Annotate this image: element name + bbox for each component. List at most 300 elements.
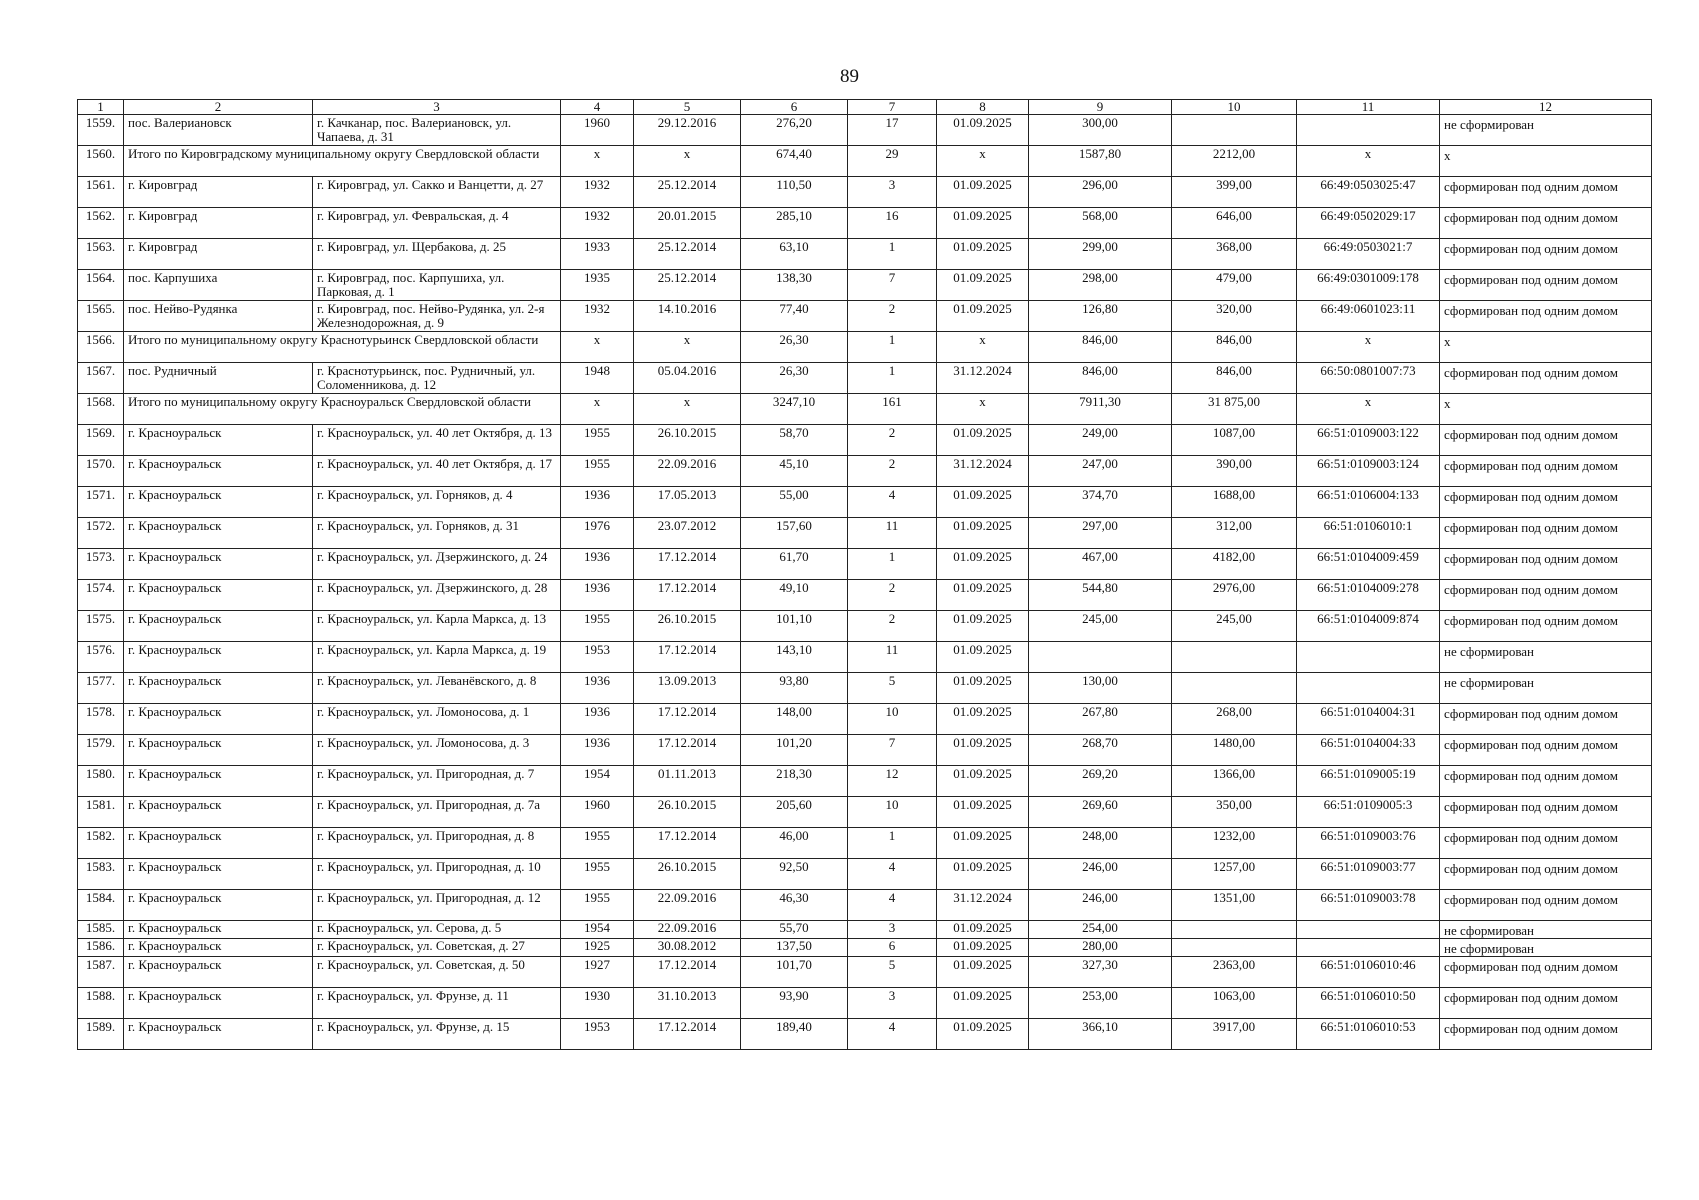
status-cell: не сформирован — [1440, 939, 1652, 957]
locality-cell: г. Красноуральск — [124, 797, 313, 828]
land-area-cell: 3917,00 — [1172, 1019, 1297, 1050]
area-cell: 45,10 — [741, 456, 848, 487]
cadastral-number-cell: 66:51:0104009:278 — [1297, 580, 1440, 611]
cadastral-number-cell: x — [1297, 332, 1440, 363]
table-row — [78, 642, 1652, 673]
value-cell: 467,00 — [1029, 549, 1172, 580]
date-cell: 22.09.2016 — [634, 456, 741, 487]
count-cell: 10 — [848, 704, 937, 735]
count-cell: 1 — [848, 239, 937, 270]
deadline-cell: 01.09.2025 — [937, 766, 1029, 797]
table-row — [78, 735, 1652, 766]
table-row — [78, 518, 1652, 549]
date-cell: 26.10.2015 — [634, 797, 741, 828]
address-cell: г. Красноуральск, ул. Пригородная, д. 8 — [313, 828, 561, 859]
value-cell: 374,70 — [1029, 487, 1172, 518]
row-number-cell: 1575. — [78, 611, 124, 642]
date-cell: 22.09.2016 — [634, 890, 741, 921]
locality-cell: г. Красноуральск — [124, 549, 313, 580]
status-cell: сформирован под одним домом — [1440, 890, 1652, 921]
column-header: 10 — [1172, 100, 1297, 115]
land-area-cell: 312,00 — [1172, 518, 1297, 549]
area-cell: 93,80 — [741, 673, 848, 704]
cadastral-number-cell: 66:51:0109003:76 — [1297, 828, 1440, 859]
area-cell: 55,00 — [741, 487, 848, 518]
land-area-cell: 846,00 — [1172, 363, 1297, 394]
area-cell: 137,50 — [741, 939, 848, 957]
locality-cell: г. Красноуральск — [124, 704, 313, 735]
locality-cell: г. Красноуральск — [124, 580, 313, 611]
value-cell: 297,00 — [1029, 518, 1172, 549]
count-cell: 2 — [848, 456, 937, 487]
year-cell: 1932 — [561, 208, 634, 239]
area-cell: 143,10 — [741, 642, 848, 673]
year-cell: 1936 — [561, 487, 634, 518]
value-cell: 7911,30 — [1029, 394, 1172, 425]
count-cell: 17 — [848, 115, 937, 146]
land-area-cell: 350,00 — [1172, 797, 1297, 828]
area-cell: 26,30 — [741, 332, 848, 363]
date-cell: 17.05.2013 — [634, 487, 741, 518]
value-cell: 253,00 — [1029, 988, 1172, 1019]
address-cell: г. Красноуральск, ул. Леванёвского, д. 8 — [313, 673, 561, 704]
value-cell: 246,00 — [1029, 890, 1172, 921]
row-number-cell: 1578. — [78, 704, 124, 735]
row-number-cell: 1563. — [78, 239, 124, 270]
status-cell: сформирован под одним домом — [1440, 456, 1652, 487]
row-number-cell: 1584. — [78, 890, 124, 921]
deadline-cell: 01.09.2025 — [937, 177, 1029, 208]
date-cell: 25.12.2014 — [634, 177, 741, 208]
total-label-cell: Итого по муниципальному округу Красноуральск Свердловской области — [124, 394, 561, 425]
date-cell: 05.04.2016 — [634, 363, 741, 394]
count-cell: 11 — [848, 518, 937, 549]
cadastral-number-cell: 66:51:0106010:50 — [1297, 988, 1440, 1019]
year-cell: 1955 — [561, 828, 634, 859]
table-row — [78, 828, 1652, 859]
area-cell: 148,00 — [741, 704, 848, 735]
area-cell: 285,10 — [741, 208, 848, 239]
area-cell: 674,40 — [741, 146, 848, 177]
row-number-cell: 1581. — [78, 797, 124, 828]
cadastral-number-cell: 66:51:0109003:78 — [1297, 890, 1440, 921]
deadline-cell: 01.09.2025 — [937, 859, 1029, 890]
column-header: 5 — [634, 100, 741, 115]
land-area-cell: 1480,00 — [1172, 735, 1297, 766]
date-cell: x — [634, 332, 741, 363]
deadline-cell: 01.09.2025 — [937, 988, 1029, 1019]
locality-cell: г. Красноуральск — [124, 988, 313, 1019]
cadastral-number-cell: 66:49:0301009:178 — [1297, 270, 1440, 301]
value-cell: 544,80 — [1029, 580, 1172, 611]
cadastral-number-cell: 66:51:0106004:133 — [1297, 487, 1440, 518]
land-area-cell: 2363,00 — [1172, 957, 1297, 988]
locality-cell: г. Красноуральск — [124, 673, 313, 704]
table-row — [78, 208, 1652, 239]
status-cell: сформирован под одним домом — [1440, 735, 1652, 766]
date-cell: 26.10.2015 — [634, 859, 741, 890]
cadastral-number-cell: 66:51:0104004:31 — [1297, 704, 1440, 735]
table-row — [78, 1019, 1652, 1050]
date-cell: 17.12.2014 — [634, 704, 741, 735]
area-cell: 26,30 — [741, 363, 848, 394]
status-cell: сформирован под одним домом — [1440, 797, 1652, 828]
deadline-cell: 01.09.2025 — [937, 301, 1029, 332]
locality-cell: г. Красноуральск — [124, 456, 313, 487]
count-cell: 7 — [848, 735, 937, 766]
land-area-cell: 2976,00 — [1172, 580, 1297, 611]
locality-cell: г. Красноуральск — [124, 957, 313, 988]
area-cell: 49,10 — [741, 580, 848, 611]
date-cell: 17.12.2014 — [634, 828, 741, 859]
year-cell: 1936 — [561, 580, 634, 611]
locality-cell: пос. Рудничный — [124, 363, 313, 394]
land-area-cell: 646,00 — [1172, 208, 1297, 239]
year-cell: 1925 — [561, 939, 634, 957]
land-area-cell: 320,00 — [1172, 301, 1297, 332]
locality-cell: г. Красноуральск — [124, 735, 313, 766]
table-row — [78, 988, 1652, 1019]
cadastral-number-cell: 66:51:0109005:19 — [1297, 766, 1440, 797]
deadline-cell: x — [937, 146, 1029, 177]
status-cell: сформирован под одним домом — [1440, 828, 1652, 859]
count-cell: 1 — [848, 549, 937, 580]
land-area-cell — [1172, 642, 1297, 673]
year-cell: 1954 — [561, 921, 634, 939]
value-cell: 249,00 — [1029, 425, 1172, 456]
date-cell: 13.09.2013 — [634, 673, 741, 704]
cadastral-number-cell — [1297, 115, 1440, 146]
table-row — [78, 456, 1652, 487]
row-number-cell: 1579. — [78, 735, 124, 766]
land-area-cell: 1232,00 — [1172, 828, 1297, 859]
table-row — [78, 487, 1652, 518]
value-cell: 280,00 — [1029, 939, 1172, 957]
address-cell: г. Красноуральск, ул. Серова, д. 5 — [313, 921, 561, 939]
count-cell: 2 — [848, 425, 937, 456]
land-area-cell: 268,00 — [1172, 704, 1297, 735]
cadastral-number-cell: 66:49:0502029:17 — [1297, 208, 1440, 239]
deadline-cell: 01.09.2025 — [937, 642, 1029, 673]
status-cell: сформирован под одним домом — [1440, 487, 1652, 518]
deadline-cell: 01.09.2025 — [937, 239, 1029, 270]
year-cell: 1955 — [561, 611, 634, 642]
area-cell: 138,30 — [741, 270, 848, 301]
status-cell: сформирован под одним домом — [1440, 611, 1652, 642]
address-cell: г. Красноуральск, ул. Дзержинского, д. 28 — [313, 580, 561, 611]
area-cell: 110,50 — [741, 177, 848, 208]
date-cell: 30.08.2012 — [634, 939, 741, 957]
row-number-cell: 1571. — [78, 487, 124, 518]
status-cell: x — [1440, 146, 1652, 177]
count-cell: 2 — [848, 580, 937, 611]
cadastral-number-cell — [1297, 642, 1440, 673]
address-cell: г. Кировград, пос. Карпушиха, ул. Парковая, д. 1 — [313, 270, 561, 301]
value-cell: 130,00 — [1029, 673, 1172, 704]
deadline-cell: 01.09.2025 — [937, 735, 1029, 766]
count-cell: 4 — [848, 487, 937, 518]
locality-cell: г. Красноуральск — [124, 859, 313, 890]
land-area-cell — [1172, 921, 1297, 939]
table-row — [78, 363, 1652, 394]
cadastral-number-cell — [1297, 673, 1440, 704]
table-row — [78, 115, 1652, 146]
land-area-cell: 1257,00 — [1172, 859, 1297, 890]
deadline-cell: 31.12.2024 — [937, 363, 1029, 394]
date-cell: 14.10.2016 — [634, 301, 741, 332]
status-cell: сформирован под одним домом — [1440, 177, 1652, 208]
deadline-cell: x — [937, 394, 1029, 425]
deadline-cell: 01.09.2025 — [937, 611, 1029, 642]
value-cell — [1029, 642, 1172, 673]
column-header: 1 — [78, 100, 124, 115]
date-cell: 17.12.2014 — [634, 957, 741, 988]
locality-cell: пос. Карпушиха — [124, 270, 313, 301]
address-cell: г. Кировград, ул. Февральская, д. 4 — [313, 208, 561, 239]
year-cell: x — [561, 394, 634, 425]
deadline-cell: 01.09.2025 — [937, 549, 1029, 580]
area-cell: 205,60 — [741, 797, 848, 828]
table-row — [78, 270, 1652, 301]
header-row — [78, 100, 1652, 115]
year-cell: 1932 — [561, 301, 634, 332]
column-header: 2 — [124, 100, 313, 115]
deadline-cell: 01.09.2025 — [937, 425, 1029, 456]
area-cell: 77,40 — [741, 301, 848, 332]
year-cell: 1936 — [561, 735, 634, 766]
year-cell: 1960 — [561, 115, 634, 146]
total-label-cell: Итого по муниципальному округу Краснотурьинск Свердловской области — [124, 332, 561, 363]
column-header: 11 — [1297, 100, 1440, 115]
year-cell: 1954 — [561, 766, 634, 797]
area-cell: 93,90 — [741, 988, 848, 1019]
land-area-cell: 1087,00 — [1172, 425, 1297, 456]
address-cell: г. Красноуральск, ул. Дзержинского, д. 24 — [313, 549, 561, 580]
land-area-cell: 368,00 — [1172, 239, 1297, 270]
value-cell: 327,30 — [1029, 957, 1172, 988]
land-area-cell — [1172, 115, 1297, 146]
year-cell: 1927 — [561, 957, 634, 988]
page-number: 89 — [840, 66, 859, 87]
count-cell: 3 — [848, 921, 937, 939]
date-cell: 29.12.2016 — [634, 115, 741, 146]
row-number-cell: 1585. — [78, 921, 124, 939]
status-cell: сформирован под одним домом — [1440, 1019, 1652, 1050]
value-cell: 269,60 — [1029, 797, 1172, 828]
address-cell: г. Красноуральск, ул. 40 лет Октября, д. 17 — [313, 456, 561, 487]
locality-cell: г. Красноуральск — [124, 890, 313, 921]
land-area-cell: 2212,00 — [1172, 146, 1297, 177]
date-cell: 01.11.2013 — [634, 766, 741, 797]
date-cell: x — [634, 146, 741, 177]
locality-cell: г. Красноуральск — [124, 611, 313, 642]
count-cell: 12 — [848, 766, 937, 797]
address-cell: г. Красноуральск, ул. 40 лет Октября, д. 13 — [313, 425, 561, 456]
date-cell: 26.10.2015 — [634, 425, 741, 456]
land-area-cell — [1172, 673, 1297, 704]
cadastral-number-cell: x — [1297, 394, 1440, 425]
status-cell: x — [1440, 394, 1652, 425]
deadline-cell: 01.09.2025 — [937, 580, 1029, 611]
value-cell: 296,00 — [1029, 177, 1172, 208]
value-cell: 568,00 — [1029, 208, 1172, 239]
address-cell: г. Красноуральск, ул. Фрунзе, д. 15 — [313, 1019, 561, 1050]
status-cell: сформирован под одним домом — [1440, 239, 1652, 270]
year-cell: 1932 — [561, 177, 634, 208]
value-cell: 126,80 — [1029, 301, 1172, 332]
row-number-cell: 1583. — [78, 859, 124, 890]
row-number-cell: 1570. — [78, 456, 124, 487]
cadastral-number-cell: 66:51:0109003:77 — [1297, 859, 1440, 890]
deadline-cell: 31.12.2024 — [937, 456, 1029, 487]
locality-cell: г. Кировград — [124, 239, 313, 270]
address-cell: г. Красноуральск, ул. Пригородная, д. 12 — [313, 890, 561, 921]
year-cell: 1960 — [561, 797, 634, 828]
address-cell: г. Красноуральск, ул. Горняков, д. 31 — [313, 518, 561, 549]
address-cell: г. Красноуральск, ул. Советская, д. 27 — [313, 939, 561, 957]
address-cell: г. Красноуральск, ул. Пригородная, д. 7а — [313, 797, 561, 828]
cadastral-number-cell: 66:51:0104009:459 — [1297, 549, 1440, 580]
year-cell: 1935 — [561, 270, 634, 301]
count-cell: 6 — [848, 939, 937, 957]
area-cell: 61,70 — [741, 549, 848, 580]
cadastral-number-cell: 66:51:0104009:874 — [1297, 611, 1440, 642]
count-cell: 11 — [848, 642, 937, 673]
count-cell: 2 — [848, 301, 937, 332]
date-cell: 17.12.2014 — [634, 580, 741, 611]
address-cell: г. Красноуральск, ул. Карла Маркса, д. 13 — [313, 611, 561, 642]
cadastral-number-cell: x — [1297, 146, 1440, 177]
cadastral-number-cell: 66:49:0601023:11 — [1297, 301, 1440, 332]
status-cell: x — [1440, 332, 1652, 363]
status-cell: не сформирован — [1440, 673, 1652, 704]
locality-cell: г. Красноуральск — [124, 642, 313, 673]
column-header: 12 — [1440, 100, 1652, 115]
area-cell: 157,60 — [741, 518, 848, 549]
status-cell: сформирован под одним домом — [1440, 363, 1652, 394]
land-area-cell: 31 875,00 — [1172, 394, 1297, 425]
locality-cell: г. Кировград — [124, 177, 313, 208]
row-number-cell: 1582. — [78, 828, 124, 859]
value-cell: 245,00 — [1029, 611, 1172, 642]
locality-cell: г. Красноуральск — [124, 921, 313, 939]
address-cell: г. Краснотурьинск, пос. Рудничный, ул. Соломенникова, д. 12 — [313, 363, 561, 394]
land-area-cell: 1688,00 — [1172, 487, 1297, 518]
deadline-cell: 01.09.2025 — [937, 115, 1029, 146]
year-cell: 1948 — [561, 363, 634, 394]
row-number-cell: 1580. — [78, 766, 124, 797]
land-area-cell: 1351,00 — [1172, 890, 1297, 921]
land-area-cell: 245,00 — [1172, 611, 1297, 642]
deadline-cell: 01.09.2025 — [937, 673, 1029, 704]
area-cell: 63,10 — [741, 239, 848, 270]
status-cell: сформирован под одним домом — [1440, 859, 1652, 890]
locality-cell: г. Красноуральск — [124, 518, 313, 549]
locality-cell: пос. Нейво-Рудянка — [124, 301, 313, 332]
count-cell: 3 — [848, 177, 937, 208]
year-cell: 1936 — [561, 673, 634, 704]
cadastral-number-cell: 66:50:0801007:73 — [1297, 363, 1440, 394]
row-number-cell: 1567. — [78, 363, 124, 394]
area-cell: 189,40 — [741, 1019, 848, 1050]
status-cell: сформирован под одним домом — [1440, 549, 1652, 580]
cadastral-number-cell: 66:49:0503021:7 — [1297, 239, 1440, 270]
cadastral-number-cell: 66:51:0104004:33 — [1297, 735, 1440, 766]
value-cell: 267,80 — [1029, 704, 1172, 735]
date-cell: 25.12.2014 — [634, 239, 741, 270]
value-cell: 366,10 — [1029, 1019, 1172, 1050]
land-area-cell: 4182,00 — [1172, 549, 1297, 580]
count-cell: 29 — [848, 146, 937, 177]
date-cell: 22.09.2016 — [634, 921, 741, 939]
row-number-cell: 1574. — [78, 580, 124, 611]
cadastral-number-cell — [1297, 921, 1440, 939]
address-cell: г. Качканар, пос. Валериановск, ул. Чапаева, д. 31 — [313, 115, 561, 146]
table-row — [78, 549, 1652, 580]
cadastral-number-cell: 66:51:0106010:46 — [1297, 957, 1440, 988]
value-cell: 1587,80 — [1029, 146, 1172, 177]
status-cell: сформирован под одним домом — [1440, 704, 1652, 735]
date-cell: x — [634, 394, 741, 425]
address-cell: г. Кировград, ул. Щербакова, д. 25 — [313, 239, 561, 270]
table-row — [78, 939, 1652, 957]
cadastral-number-cell: 66:51:0109003:122 — [1297, 425, 1440, 456]
table-row — [78, 704, 1652, 735]
value-cell: 248,00 — [1029, 828, 1172, 859]
value-cell: 298,00 — [1029, 270, 1172, 301]
value-cell: 269,20 — [1029, 766, 1172, 797]
cadastral-number-cell: 66:51:0106010:53 — [1297, 1019, 1440, 1050]
row-number-cell: 1566. — [78, 332, 124, 363]
date-cell: 17.12.2014 — [634, 642, 741, 673]
address-cell: г. Красноуральск, ул. Горняков, д. 4 — [313, 487, 561, 518]
count-cell: 4 — [848, 890, 937, 921]
count-cell: 161 — [848, 394, 937, 425]
year-cell: 1953 — [561, 642, 634, 673]
year-cell: 1955 — [561, 890, 634, 921]
area-cell: 101,70 — [741, 957, 848, 988]
value-cell: 247,00 — [1029, 456, 1172, 487]
date-cell: 26.10.2015 — [634, 611, 741, 642]
table-row — [78, 859, 1652, 890]
count-cell: 1 — [848, 332, 937, 363]
address-cell: г. Красноуральск, ул. Пригородная, д. 10 — [313, 859, 561, 890]
row-number-cell: 1586. — [78, 939, 124, 957]
year-cell: 1933 — [561, 239, 634, 270]
row-number-cell: 1568. — [78, 394, 124, 425]
area-cell: 92,50 — [741, 859, 848, 890]
year-cell: 1953 — [561, 1019, 634, 1050]
locality-cell: г. Красноуральск — [124, 487, 313, 518]
deadline-cell: 01.09.2025 — [937, 208, 1029, 239]
count-cell: 5 — [848, 673, 937, 704]
table-row — [78, 177, 1652, 208]
deadline-cell: 31.12.2024 — [937, 890, 1029, 921]
land-area-cell: 479,00 — [1172, 270, 1297, 301]
status-cell: сформирован под одним домом — [1440, 301, 1652, 332]
count-cell: 5 — [848, 957, 937, 988]
locality-cell: пос. Валериановск — [124, 115, 313, 146]
row-number-cell: 1572. — [78, 518, 124, 549]
column-header: 8 — [937, 100, 1029, 115]
cadastral-number-cell — [1297, 939, 1440, 957]
column-header: 7 — [848, 100, 937, 115]
date-cell: 17.12.2014 — [634, 1019, 741, 1050]
deadline-cell: 01.09.2025 — [937, 939, 1029, 957]
status-cell: сформирован под одним домом — [1440, 957, 1652, 988]
year-cell: 1955 — [561, 456, 634, 487]
status-cell: сформирован под одним домом — [1440, 208, 1652, 239]
